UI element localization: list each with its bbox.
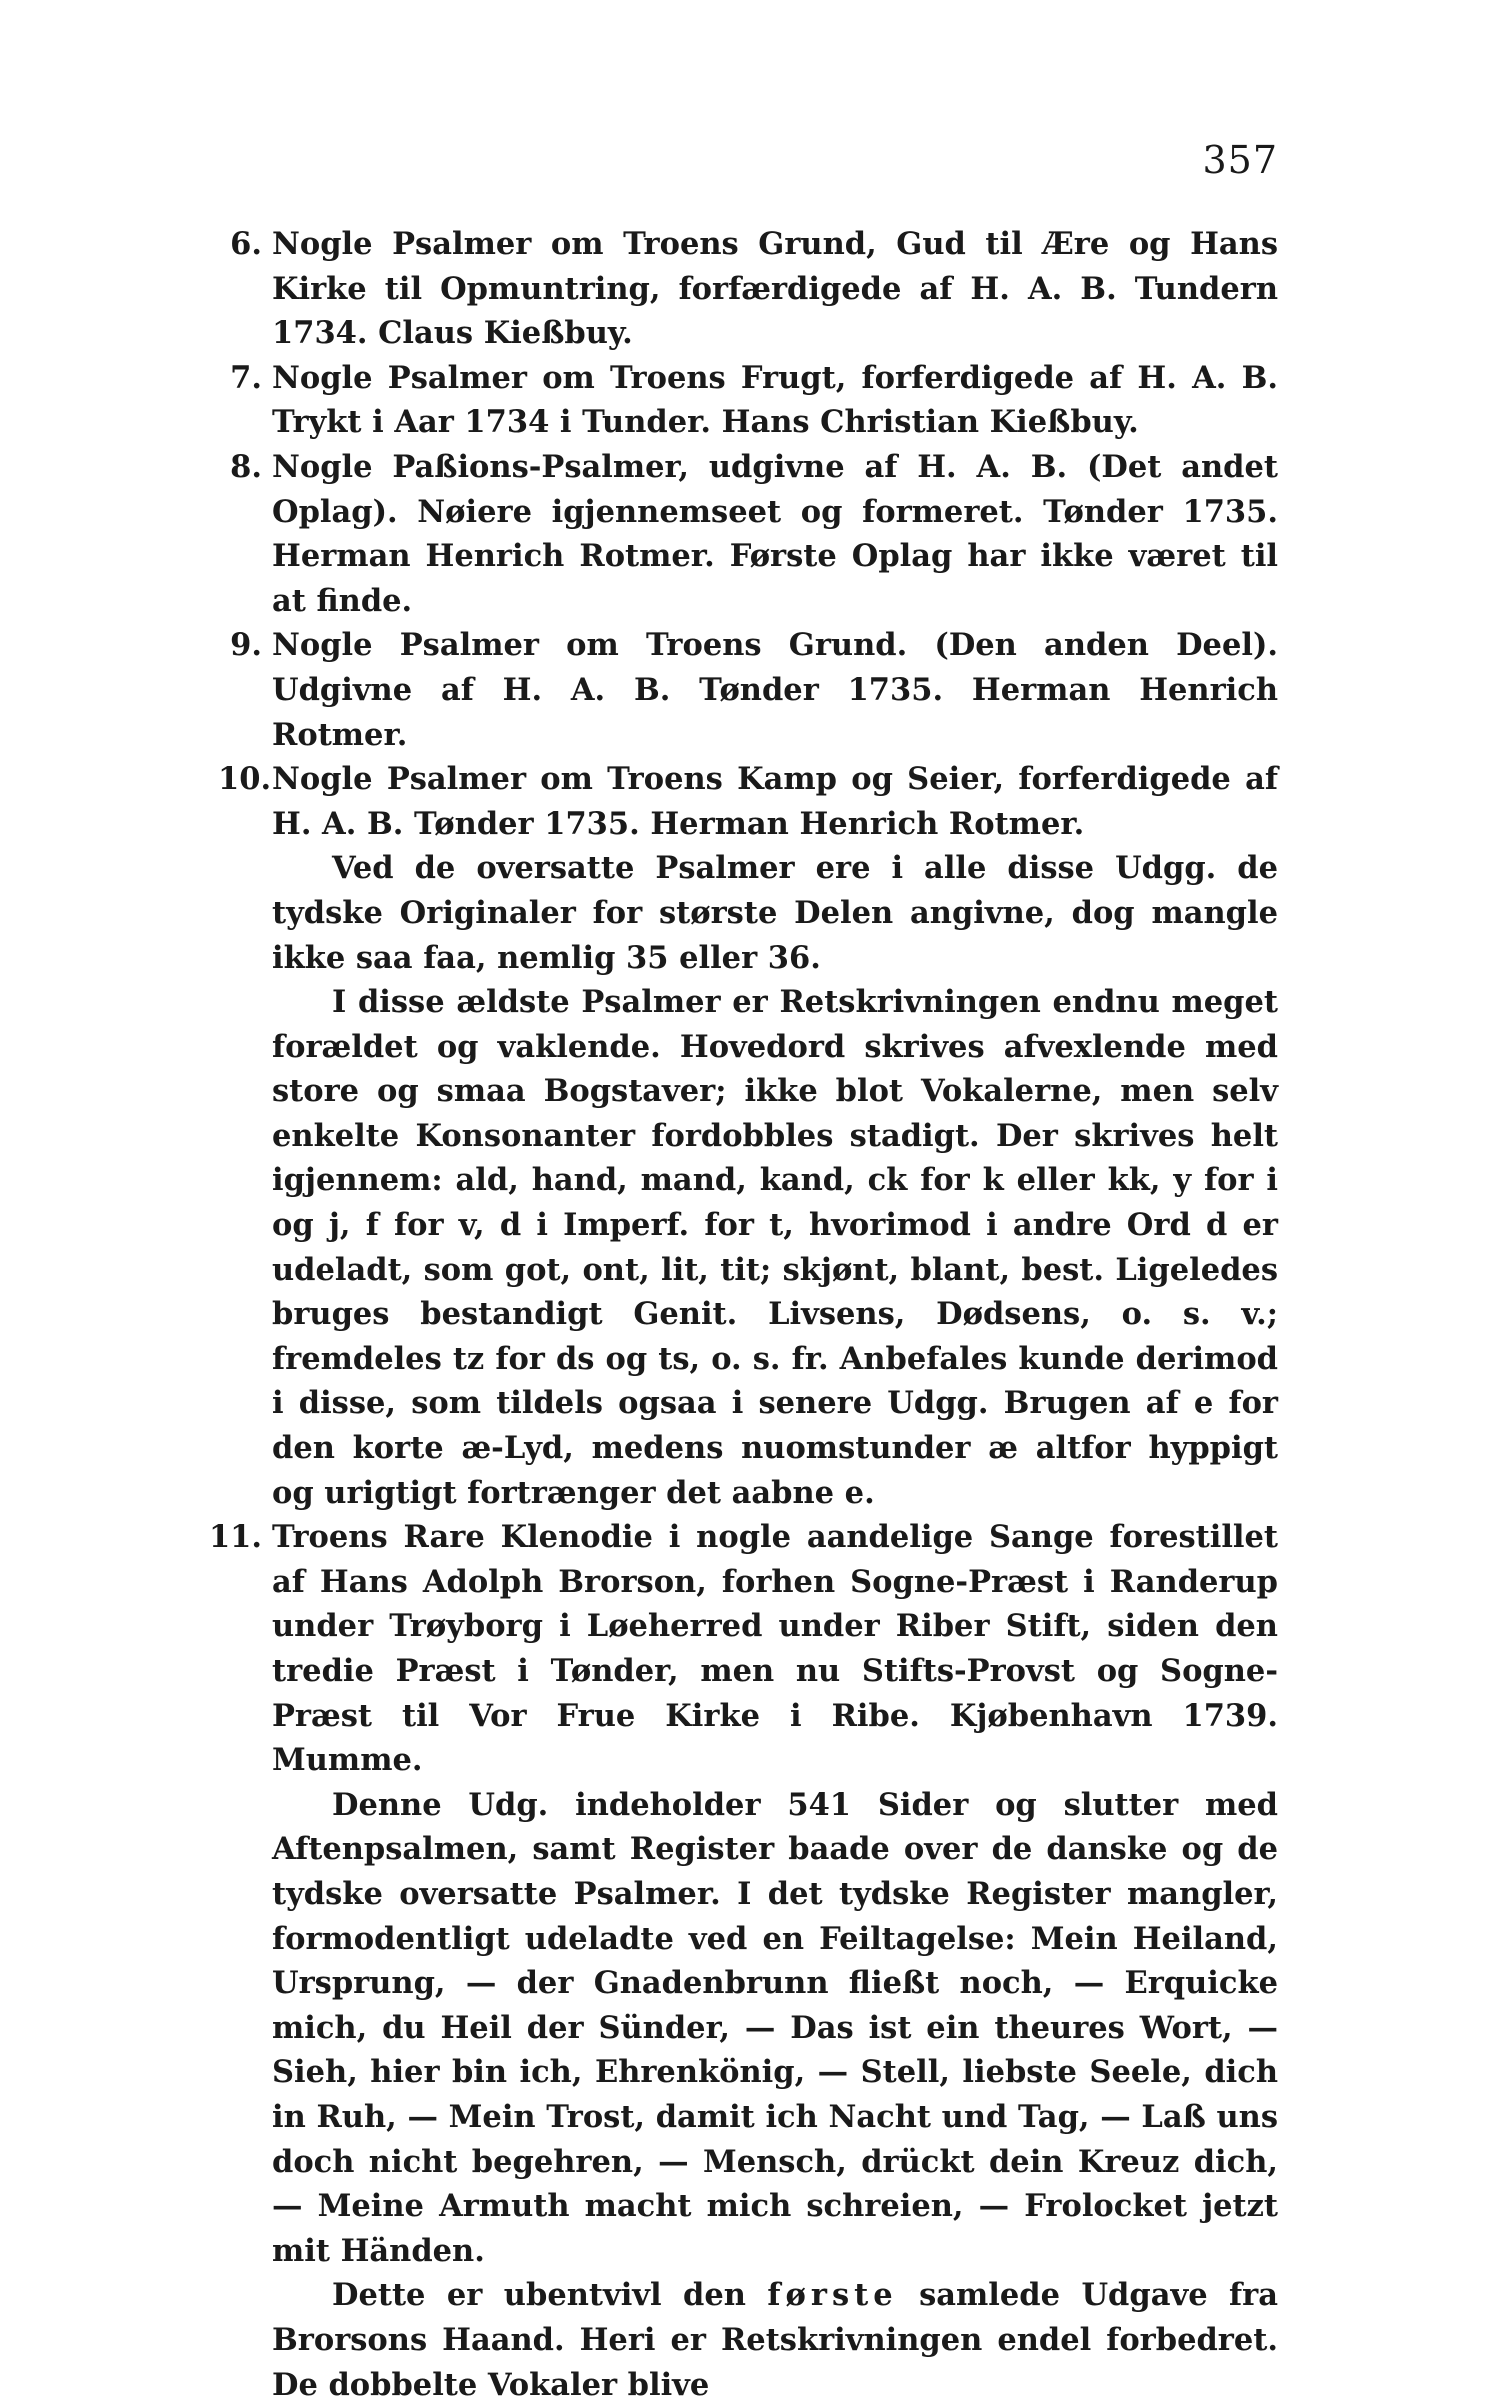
entry-number: 11. bbox=[208, 1519, 262, 1556]
commentary-paragraph: Denne Udg. indeholder 541 Sider og slutter med Aftenpsalmen, samt Register baade over de danske og de tydske oversatte Psalmer. I det tydske Register mangler, formodentligt udeladte ved en Feiltagelse: Mein Heiland, Ursprung, — der Gnadenbrunn fließt noch, — Erquicke mich, du Heil der Sünder, — Das ist ein theures Wort, — Sieh, hier bin ich, Ehrenkönig, — Stell, liebste Seele, dich in Ruh, — Mein Trost, damit ich Nacht und Tag, — Laß uns doch nicht begehren, — Mensch, drückt dein Kreuz dich, — Meine Armuth macht mich schreien, — Frolocket jetzt mit Händen. bbox=[272, 1786, 1278, 2269]
entry-number: 7. bbox=[230, 359, 262, 396]
bibliography-entry-11 bbox=[208, 1515, 1278, 1783]
commentary-paragraph: Ved de oversatte Psalmer ere i alle disse Udgg. de tydske Originaler for største Delen angivne, dog mangle ikke saa faa, nemlig 35 eller 36. bbox=[272, 850, 1278, 976]
entry-number: 6. bbox=[230, 226, 262, 262]
closing-paragraph bbox=[272, 2273, 1278, 2407]
entry-text: Nogle Psalmer om Troens Grund, Gud til Ære og Hans Kirke til Opmuntring, forfærdigede af H. A. B. Tundern 1734. Claus Kießbuy. bbox=[272, 226, 1278, 352]
page-body bbox=[208, 222, 1278, 2407]
entry-text: Troens Rare Klenodie i nogle aandelige Sange forestillet af Hans Adolph Brorson, forhen Sogne-Præst i Randerup under Trøyborg i Løeherred under Riber Stift, siden den tredie Præst i Tønder, men nu Stifts-Provst og Sogne-Præst til Vor Frue Kirke i Ribe. Kjøbenhavn 1739. Mumme. bbox=[272, 1519, 1278, 1779]
bibliography-entry-6 bbox=[230, 222, 1278, 356]
page-number: 357 bbox=[1202, 138, 1278, 182]
entry-number: 9. bbox=[230, 627, 262, 664]
entry-text: Nogle Psalmer om Troens Frugt, forferdigede af H. A. B. Trykt i Aar 1734 i Tunder. Hans Christian Kießbuy. bbox=[272, 359, 1278, 441]
entry-number: 10. bbox=[218, 761, 272, 798]
bibliography-entry-8 bbox=[230, 445, 1278, 623]
spaced-emphasis: første bbox=[767, 2277, 898, 2314]
entry-text: Nogle Psalmer om Troens Grund. (Den anden Deel). Udgivne af H. A. B. Tønder 1735. Herman Henrich Rotmer. bbox=[272, 627, 1278, 753]
commentary-paragraph: I disse ældste Psalmer er Retskrivningen endnu meget forældet og vaklende. Hovedord skrives afvexlende med store og smaa Bogstaver; ikke blot Vokalerne, men selv enkelte Konsonanter fordobbles stadigt. Der skrives helt igjennem: ald, hand, mand, kand, ck for k eller kk, y for i og j, f for v, d i Imperf. for t, hvorimod i andre Ord d er udeladt, som got, ont, lit, tit; skjønt, blant, best. Ligeledes bruges bestandigt Genit. Livsens, Dødsens, o. s. v.; fremdeles tz for ds og ts, o. s. fr. Anbefales kunde derimod i disse, som tildels ogsaa i senere Udgg. Brugen af e for den korte æ-Lyd, medens nuomstunder æ altfor hyppigt og urigtigt fortrænger det aabne e. bbox=[272, 984, 1278, 1511]
entry-text: Nogle Paßions-Psalmer, udgivne af H. A. B. (Det andet Oplag). Nøiere igjennemseet og formeret. Tønder 1735. Herman Henrich Rotmer. Første Oplag har ikke været til at finde. bbox=[272, 448, 1278, 619]
bibliography-entry-10 bbox=[218, 757, 1278, 846]
closing-text-end: samlede Udgave fra Brorsons Haand. Heri er Retskrivningen endel forbedret. De dobbelte Vokaler blive bbox=[272, 2277, 1278, 2403]
bibliography-entry-7 bbox=[230, 356, 1278, 445]
bibliography-entry-9 bbox=[230, 623, 1278, 757]
closing-text-start: Dette er ubentvivl den bbox=[332, 2277, 768, 2314]
entry-number: 8. bbox=[230, 448, 262, 485]
entry-text: Nogle Psalmer om Troens Kamp og Seier, forferdigede af H. A. B. Tønder 1735. Herman Henrich Rotmer. bbox=[272, 761, 1278, 842]
